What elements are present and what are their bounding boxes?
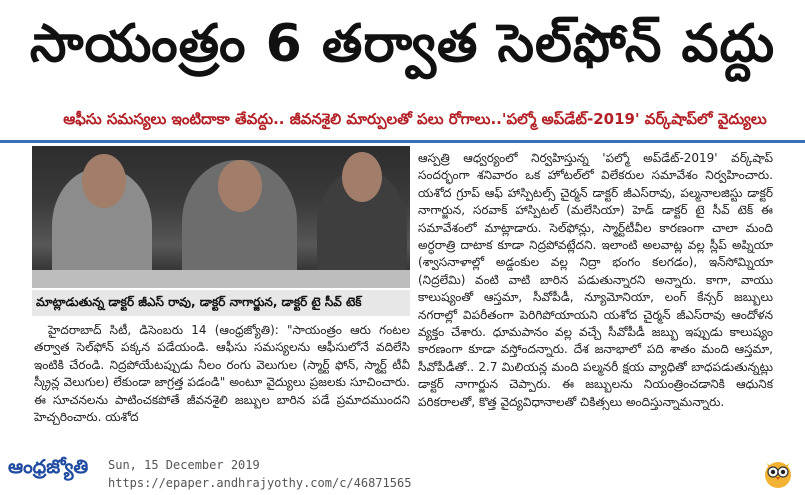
article-paragraph: హైదరాబాద్ సిటీ, డిసెంబరు 14 (ఆంధ్రజ్యోతి): "సాయంత్రం ఆరు గంటల తర్వాత సెల్‌ఫోన్ పక్కన పడేయండి. ఆఫీసు సమస్యలను ఆఫీసులోనే వదిలేసి ఇంటికి చేరండి. నిద్రపోయేటప్పుడు నీలం రంగు వెలుగుల (స్మార్ట్ ఫోన్, స్మార్ట్ టీవీ స్క్రీన్ల వెలుగుల) లేకుండా జాగ్రత్త పడండి" అంటూ వైద్యులు ప్రజలకు సూచించారు. ఈ సూచనలను పాటించకపోతే జీవనశైలి జబ్బుల బారిన పడే ప్రమాదముందని హెచ్చరించారు. యశోద [34,323,410,425]
photo-caption: మాట్లాడుతున్న డాక్టర్ జీఎస్ రావు, డాక్టర్ నాగార్జున, డాక్టర్ టై సీవ్ టెక్ [32,290,410,316]
person-head [342,152,382,202]
article-paragraph: ఆస్పత్రి ఆధ్వర్యంలో నిర్వహిస్తున్న 'పల్మో అప్‌డేట్-2019' వర్క్‌షాప్ సందర్భంగా శనివారం ఒక హోటల్‌లో విలేకరుల సమావేశం నిర్వహించారు. యశోద గ్రూప్ ఆఫ్ హాస్పిటల్స్ చైర్మన్ డాక్టర్ జీఎస్‌రావు, పల్మనాలజిస్టు డాక్టర్ నాగార్జున, సరవాక్ హాస్పిటల్ (మలేసియా) హెడ్ డాక్టర్ టై సీవ్ టెక్ ఈ సమావేశంలో మాట్లాడారు. సెల్‌ఫోన్లు, స్మార్ట్‌టీవీల కారణంగా చాలా మంది అర్ధరాత్రి దాటాక కూడా నిద్రపోవట్లేదని. ఇలాంటి అలవాట్ల వల్ల స్లీప్ అప్నియా (శ్వాసనాళాల్లో అడ్డంకుల వల్ల నిద్రా భంగం కలగడం), ఇన్‌సోమ్నియా (నిద్రలేమి) వంటి వాటి బారిన పడుతున్నారని అన్నారు. కాగా, వాయు కాలుష్యంతో ఆస్తమా, సీవోపీడీ, న్యూమోనియా, లంగ్ కేన్సర్ జబ్బులు నగరాల్లో విపరీతంగా పెరిగిపోయాయని యశోద చైర్మన్ జీఎస్‌రావు ఆందోళన వ్యక్తం చేశారు. ధూమపానం వల్ల వచ్చే సీవోపీడీ జబ్బు ఇప్పుడు కాలుష్యం కారణంగా కూడా వస్తోందన్నారు. దేశ జనాభాలో పది శాతం మంది ఆస్తమా, సీవోపీడీతో.. 2.7 మిలియన్ల మంది పల్మనరీ క్షయ వ్యాధితో బాధపడుతున్నట్లు డాక్టర్ నాగార్జున చెప్పారు. ఈ జబ్బులను నియంత్రించడానికి ఆధునిక పరికరాలతో, కొత్త వైద్యవిధానాలతో చికిత్సలు అందిస్తున్నామన్నారు. [418,151,773,409]
divider [0,140,805,143]
edition-date: Sun, 15 December 2019 [108,458,260,472]
article-column-right [418,150,773,411]
article-column-left [34,322,410,426]
subheadline: ఆఫీసు సమస్యలు ఇంటిదాకా తేవద్దు.. జీవనశైలి మార్పులతో పలు రోగాలు..'పల్మో అప్‌డేట్-2019' వర్క్‌షాప్‌లో వైద్యులు [63,110,767,128]
headline: సాయంత్రం 6 తర్వాత సెల్‌ఫోన్ వద్దు [29,13,776,74]
footer-meta [108,456,411,492]
owl-icon[interactable] [760,454,796,490]
andhrajyothy-logo[interactable]: ఆంధ్రజ్యోతి [8,456,89,478]
footer [0,448,805,495]
article-photo [32,146,410,288]
person-head [82,154,126,208]
table [32,270,410,288]
source-url[interactable]: https://epaper.andhrajyothy.com/c/46871565 [108,476,412,490]
person-head [218,160,262,212]
